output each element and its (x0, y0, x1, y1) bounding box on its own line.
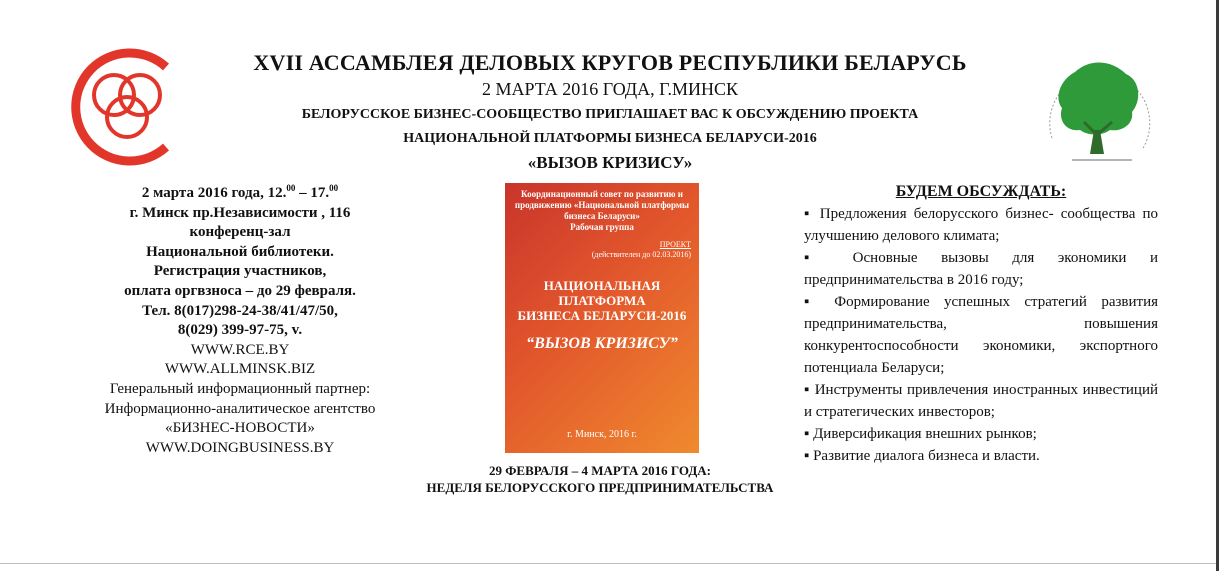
event-time: 2 марта 2016 года, 12.00 – 17.00 (141, 183, 339, 201)
topic-item: ▪ Развитие диалога бизнеса и власти. (804, 448, 1040, 464)
site-link-allminsk[interactable]: WWW.ALLMINSK.BIZ (164, 361, 316, 378)
event-date-place: 2 МАРТА 2016 ГОДА, Г.МИНСК (481, 79, 739, 99)
site-link-doingbusiness[interactable]: WWW.DOINGBUSINESS.BY (145, 439, 335, 456)
cover-project-label: ПРОЕКТ (659, 240, 691, 249)
week-dates: 29 ФЕВРАЛЯ – 4 МАРТА 2016 ГОДА: (489, 463, 711, 478)
cover-city-year: г. Минск, 2016 г. (567, 429, 637, 440)
cover-group: Рабочая группа (570, 222, 634, 232)
event-info (60, 184, 420, 458)
registration-text: Регистрация участников, (153, 263, 327, 280)
discussion-heading: БУДЕМ ОБСУЖДАТЬ: (895, 183, 1067, 200)
partner-label: Генеральный информационный партнер: (109, 380, 371, 397)
platform-line: НАЦИОНАЛЬНОЙ ПЛАТФОРМЫ БИЗНЕСА БЕЛАРУСИ-2016 (403, 131, 817, 146)
event-library: Национальной библиотеки. (146, 243, 334, 260)
week-title: НЕДЕЛЯ БЕЛОРУССКОГО ПРЕДПРИНИМАТЕЛЬСТВА (426, 480, 774, 495)
window-edge (1216, 0, 1219, 571)
site-link-rce[interactable]: WWW.RCE.BY (190, 341, 290, 358)
topic-item: ▪ Предложения белорусского бизнес- сообщества по улучшению делового климата; (804, 206, 1158, 244)
header (190, 50, 1030, 174)
discussion-topics (804, 181, 1158, 467)
assembly-logo-icon (62, 45, 186, 169)
agency-label: Информационно-аналитическое агентство (104, 400, 376, 417)
topic-item: ▪ Формирование успешных стратегий развития предпринимательства, повышения конкурентоспособности экономики, экспортного потенциала Беларуси; (804, 294, 1158, 376)
cover-slogan: “ВЫЗОВ КРИЗИСУ” (526, 335, 678, 352)
cover-title: НАЦИОНАЛЬНАЯ ПЛАТФОРМА БИЗНЕСА БЕЛАРУСИ-2016 (517, 278, 687, 323)
confederation-logo-icon (1030, 50, 1160, 170)
cover-validity: (действителен до 02.03.2016) (591, 250, 691, 259)
assembly-title: XVII АССАМБЛЕЯ ДЕЛОВЫХ КРУГОВ РЕСПУБЛИКИ БЕЛАРУСЬ (253, 50, 967, 75)
phone-primary: Тел. 8(017)298-24-38/41/47/50, (142, 302, 338, 319)
fee-text: оплата оргвзноса – до 29 февраля. (124, 282, 356, 299)
platform-cover (505, 183, 699, 453)
topic-item: ▪ Инструменты привлечения иностранных инвестиций и стратегических инвесторов; (804, 382, 1158, 420)
slogan: «ВЫЗОВ КРИЗИСУ» (527, 153, 693, 172)
cover-project-note (505, 240, 699, 260)
phone-secondary: 8(029) 399-97-75, v. (177, 322, 303, 339)
invite-line: БЕЛОРУССКОЕ БИЗНЕС-СООБЩЕСТВО ПРИГЛАШАЕТ ВАС К ОБСУЖДЕНИЮ ПРОЕКТА (301, 107, 919, 122)
topic-item: ▪ Диверсификация внешних рынков; (804, 426, 1037, 442)
topic-item: ▪ Основные вызовы для экономики и предпринимательства в 2016 году; (804, 250, 1158, 288)
entrepreneurship-week (400, 462, 800, 496)
event-address: г. Минск пр.Независимости , 116 (129, 204, 351, 221)
agency-name: «БИЗНЕС-НОВОСТИ» (165, 420, 315, 437)
event-hall: конференц-зал (189, 224, 291, 241)
cover-council: Координационный совет по развитию и продвижению «Национальной платформы бизнеса Беларуси» (514, 189, 690, 221)
page-bottom-border (0, 563, 1216, 564)
